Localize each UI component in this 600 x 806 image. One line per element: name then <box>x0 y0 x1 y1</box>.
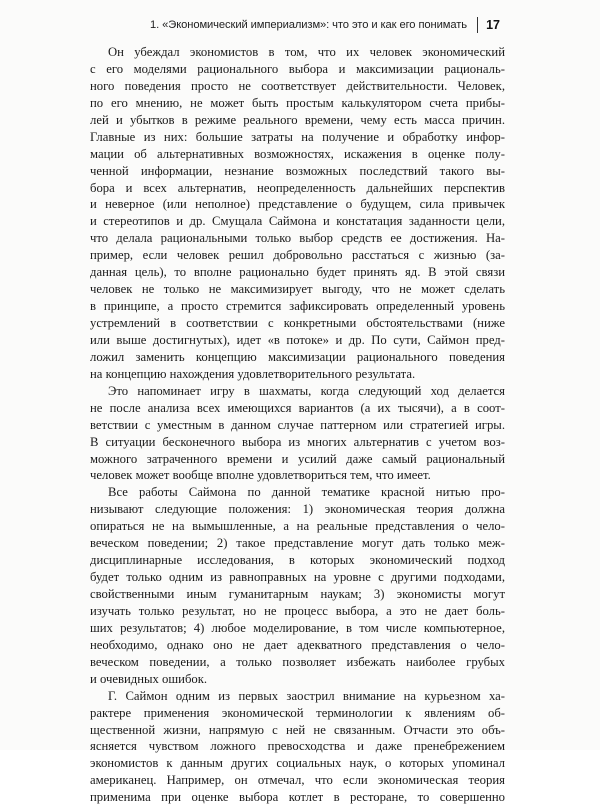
page-number: 17 <box>486 18 500 32</box>
text-line: дисциплинарные исследования, в которых экономический подход <box>90 552 505 569</box>
text-line: Он убеждал экономистов в том, что их человек экономический <box>90 44 505 61</box>
text-line: будет только одним из равноправных на уровне с другими подходами, <box>90 569 505 586</box>
text-line: рактере применения экономической терминологии к явлениям об- <box>90 705 505 722</box>
text-line: ясняется чувством ложного превосходства и даже пренебрежением <box>90 738 505 755</box>
text-line: ветствии с уместным в данном случае паттерном или стратегией игры. <box>90 417 505 434</box>
text-line: опираться не на вымышленные, а на реальные представления о чело- <box>90 518 505 535</box>
text-line: Главные из них: большие затраты на получение и обработку инфор- <box>90 129 505 146</box>
paragraph-3 <box>90 484 505 687</box>
text-line: можного затраченного времени и усилий даже самый рациональный <box>90 451 505 468</box>
text-line: ложил заменить концепцию максимизации рационального поведения <box>90 349 505 366</box>
text-line: пример, если человек решил добровольно расстаться с жизнью (за- <box>90 247 505 264</box>
body-text <box>90 44 505 806</box>
text-line: бора и всех альтернатив, неопределенность дальнейших перспектив <box>90 180 505 197</box>
text-line: человек может вообще вполне удовлетвориться тем, что имеет. <box>90 467 505 484</box>
text-line: экономистов к данным других социальных наук, о которых упоминал <box>90 755 505 772</box>
text-line: Г. Саймон одним из первых заострил внимание на курьезном ха- <box>90 688 505 705</box>
text-line: мации об альтернативных возможностях, искажения в оценке полу- <box>90 146 505 163</box>
text-line: по его мнению, не может быть простым калькулятором счета прибы- <box>90 95 505 112</box>
text-line: применима при оценке выбора котлет в ресторане, то совершенно <box>90 789 505 806</box>
paragraph-4 <box>90 688 505 806</box>
text-line: не после анализа всех имеющихся вариантов (а их тысячи), а в соот- <box>90 400 505 417</box>
text-line: человек не только не максимизирует выгоду, что не может сделать <box>90 281 505 298</box>
text-line: в принципе, а просто стремится зафиксировать определенный уровень <box>90 298 505 315</box>
text-line: изучать только результат, но не процесс выбора, а это не дает боль- <box>90 603 505 620</box>
running-head <box>150 12 500 38</box>
running-title: 1. «Экономический империализм»: что это и как его понимать <box>150 19 467 31</box>
text-line: или выше достигнутых), идет «в потоке» и др. По сути, Саймон пред- <box>90 332 505 349</box>
text-line: на концепцию нахождения удовлетворительного результата. <box>90 366 505 383</box>
text-line: ченной информации, незнание возможных последствий такого вы- <box>90 163 505 180</box>
text-line: американец. Например, он отмечал, что если экономическая теория <box>90 772 505 789</box>
text-line: лей и убытков в режиме реального времени, чему есть масса причин. <box>90 112 505 129</box>
text-line: и стереотипов и др. Смущала Саймона и констатация заданности цели, <box>90 213 505 230</box>
text-line: и очевидных ошибок. <box>90 671 505 688</box>
text-line: необходимо, однако оно не дает адекватного представления о чело- <box>90 637 505 654</box>
text-line: низывают следующие положения: 1) экономическая теория должна <box>90 501 505 518</box>
text-line: ного поведения просто не соответствует действительности. Человек, <box>90 78 505 95</box>
text-line: свойственными иным гуманитарным наукам; 3) экономисты могут <box>90 586 505 603</box>
text-line: веческом поведении; 2) такое представление могут дать только меж- <box>90 535 505 552</box>
text-line: что делала рациональными только выбор средств ее достижения. На- <box>90 230 505 247</box>
text-line: В ситуации бесконечного выбора из многих альтернатив с учетом воз- <box>90 434 505 451</box>
text-line: с его моделями рационального выбора и максимизации рациональ- <box>90 61 505 78</box>
text-line: Это напоминает игру в шахматы, когда следующий ход делается <box>90 383 505 400</box>
text-line: устремлений в соответствии с конкретными обстоятельствами (ниже <box>90 315 505 332</box>
text-line: ших результатов; 4) любое моделирование, в том числе компьютерное, <box>90 620 505 637</box>
text-line: веческом поведении, а только позволяет избежать наиболее грубых <box>90 654 505 671</box>
text-line: щественной жизни, напрямую с ней не связанным. Отчасти это объ- <box>90 722 505 739</box>
text-line: данная цель), то вполне рационально будет принять яд. В этой связи <box>90 264 505 281</box>
text-line: Все работы Саймона по данной тематике красной нитью про- <box>90 484 505 501</box>
paragraph-1 <box>90 44 505 383</box>
paragraph-2 <box>90 383 505 485</box>
text-line: и неверное (или неполное) представление о будущем, сила привычек <box>90 196 505 213</box>
